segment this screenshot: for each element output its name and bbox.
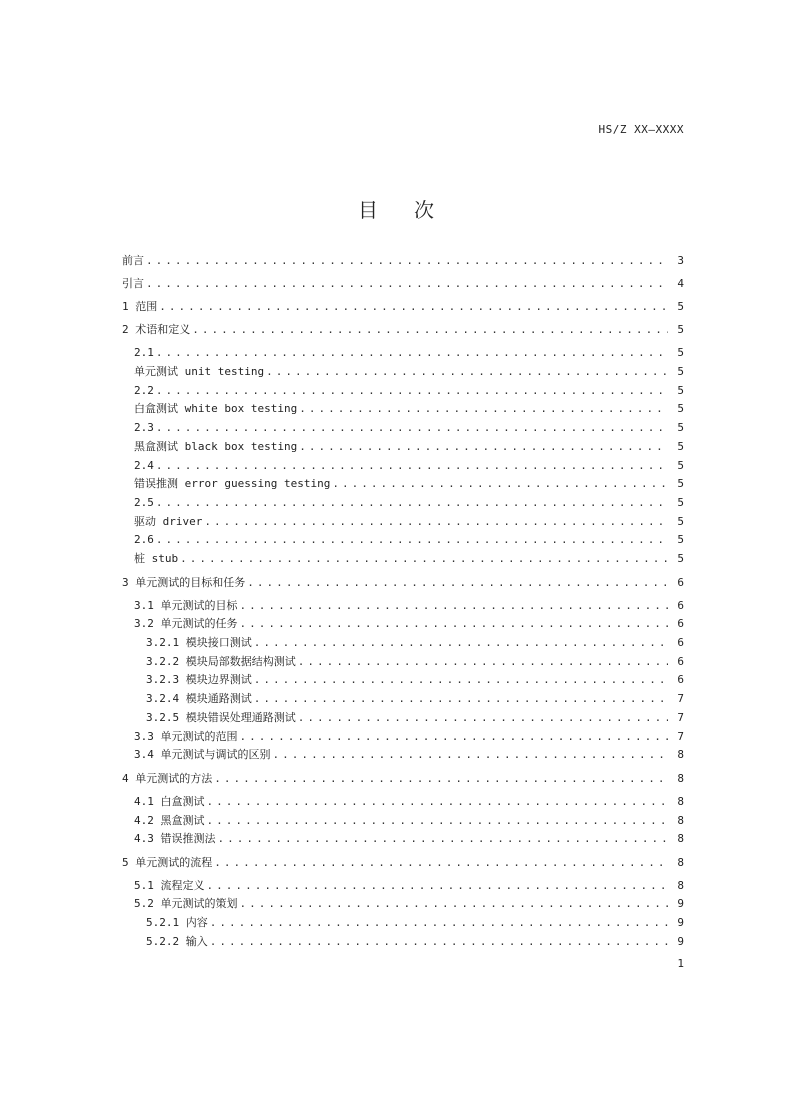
toc-entry-page: 8	[677, 772, 684, 785]
toc-entry[interactable]	[122, 653, 684, 671]
toc-leader	[240, 728, 669, 746]
toc-entry-page: 3	[677, 254, 684, 267]
toc-entry-label: 驱动 driver	[134, 515, 203, 528]
toc-entry[interactable]	[122, 550, 684, 568]
toc-entry-page: 5	[677, 552, 684, 565]
toc-entry[interactable]	[122, 690, 684, 708]
toc-entry-label: 2.2	[134, 384, 154, 397]
page-number: 1	[677, 957, 684, 970]
toc-leader	[254, 690, 668, 708]
toc-entry-page: 5	[677, 421, 684, 434]
toc-leader	[214, 854, 668, 872]
toc-leader	[299, 400, 668, 418]
toc-entry-page: 8	[677, 795, 684, 808]
toc-leader	[218, 830, 669, 848]
toc-entry-page: 6	[677, 576, 684, 589]
toc-entry[interactable]	[122, 597, 684, 615]
toc-entry-label: 1 范围	[122, 300, 158, 313]
toc-leader	[146, 252, 668, 270]
toc-entry-page: 5	[677, 402, 684, 415]
toc-entry-label: 2.1	[134, 346, 154, 359]
toc-entry[interactable]	[122, 419, 684, 437]
toc-leader	[299, 438, 668, 456]
toc-leader	[240, 895, 669, 913]
toc-entry-label: 3 单元测试的目标和任务	[122, 576, 246, 589]
toc-entry-page: 8	[677, 856, 684, 869]
toc-entry-page: 9	[677, 916, 684, 929]
toc-entry-page: 5	[677, 459, 684, 472]
toc-entry-label: 3.2.4 模块通路测试	[146, 692, 252, 705]
toc-entry[interactable]	[122, 382, 684, 400]
toc-entry[interactable]	[122, 298, 684, 316]
toc-entry[interactable]	[122, 671, 684, 689]
toc-leader	[156, 419, 668, 437]
toc-entry-label: 5.1 流程定义	[134, 879, 205, 892]
toc-entry[interactable]	[122, 770, 684, 788]
toc-entry[interactable]	[122, 574, 684, 592]
toc-leader	[207, 793, 669, 811]
toc-entry[interactable]	[122, 709, 684, 727]
toc-leader	[247, 574, 668, 592]
toc-entry-label: 5 单元测试的流程	[122, 856, 213, 869]
toc-leader	[266, 363, 668, 381]
toc-entry[interactable]	[122, 746, 684, 764]
document-code: HS/Z XX—XXXX	[598, 123, 684, 136]
toc-title-char-2: 次	[414, 198, 434, 222]
toc-entry-page: 5	[677, 496, 684, 509]
toc-entry-label: 前言	[122, 254, 144, 267]
toc-leader	[207, 812, 669, 830]
toc-entry[interactable]	[122, 933, 684, 951]
toc-leader	[210, 933, 668, 951]
toc-entry-page: 9	[677, 935, 684, 948]
toc-leader	[240, 615, 669, 633]
toc-entry-label: 5.2 单元测试的策划	[134, 897, 238, 910]
toc-leader	[332, 475, 668, 493]
toc-entry-page: 5	[677, 323, 684, 336]
toc-title	[0, 194, 792, 223]
toc-entry[interactable]	[122, 854, 684, 872]
toc-entry-label: 4.2 黑盒测试	[134, 814, 205, 827]
toc-entry[interactable]	[122, 363, 684, 381]
toc-entry-label: 3.1 单元测试的目标	[134, 599, 238, 612]
toc-entry[interactable]	[122, 877, 684, 895]
toc-leader	[254, 671, 668, 689]
toc-entry-label: 4.1 白盒测试	[134, 795, 205, 808]
toc-leader	[156, 344, 668, 362]
toc-entry-page: 5	[677, 300, 684, 313]
toc-entry[interactable]	[122, 793, 684, 811]
toc-entry-label: 3.4 单元测试与调试的区别	[134, 748, 271, 761]
toc-entry-page: 8	[677, 879, 684, 892]
toc-entry[interactable]	[122, 513, 684, 531]
toc-entry-page: 5	[677, 346, 684, 359]
toc-entry[interactable]	[122, 830, 684, 848]
toc-entry-page: 4	[677, 277, 684, 290]
toc-entry-label: 2.3	[134, 421, 154, 434]
toc-leader	[210, 914, 668, 932]
toc-entry-label: 3.2 单元测试的任务	[134, 617, 238, 630]
toc-entry-page: 5	[677, 515, 684, 528]
toc-entry[interactable]	[122, 615, 684, 633]
toc-entry-label: 引言	[122, 277, 144, 290]
toc-entry-page: 5	[677, 440, 684, 453]
toc-entry-label: 3.2.1 模块接口测试	[146, 636, 252, 649]
toc-leader	[156, 382, 668, 400]
toc-entry[interactable]	[122, 494, 684, 512]
toc-entry[interactable]	[122, 275, 684, 293]
toc-leader	[207, 877, 669, 895]
toc-leader	[254, 634, 668, 652]
toc-entry-label: 5.2.1 内容	[146, 916, 208, 929]
toc-leader	[204, 513, 668, 531]
toc-title-char-1: 目	[358, 198, 378, 222]
toc-entry-page: 6	[677, 673, 684, 686]
toc-entry[interactable]	[122, 895, 684, 913]
toc-entry-label: 3.2.2 模块局部数据结构测试	[146, 655, 296, 668]
toc-leader	[273, 746, 669, 764]
toc-entry-page: 5	[677, 384, 684, 397]
toc-entry[interactable]	[122, 321, 684, 339]
toc-entry-page: 6	[677, 617, 684, 630]
toc-entry-label: 3.2.5 模块错误处理通路测试	[146, 711, 296, 724]
toc-entry[interactable]	[122, 812, 684, 830]
toc-entry-page: 7	[677, 730, 684, 743]
toc-leader	[298, 709, 668, 727]
toc-leader	[298, 653, 668, 671]
toc-entry-page: 7	[677, 711, 684, 724]
toc-entry[interactable]	[122, 728, 684, 746]
toc-leader	[180, 550, 668, 568]
toc-entry-page: 8	[677, 832, 684, 845]
toc-entry-label: 2.4	[134, 459, 154, 472]
toc-entry-label: 黑盒测试 black box testing	[134, 440, 298, 453]
toc-entry-label: 4.3 错误推测法	[134, 832, 216, 845]
toc-entry-label: 3.3 单元测试的范围	[134, 730, 238, 743]
toc-entry-label: 5.2.2 输入	[146, 935, 208, 948]
toc-entry[interactable]	[122, 914, 684, 932]
toc-entry-page: 6	[677, 636, 684, 649]
toc-entry[interactable]	[122, 438, 684, 456]
toc-leader	[156, 457, 668, 475]
toc-entry[interactable]	[122, 634, 684, 652]
toc-entry-page: 6	[677, 599, 684, 612]
toc-entry[interactable]	[122, 457, 684, 475]
toc-entry-page: 5	[677, 533, 684, 546]
toc-entry[interactable]	[122, 475, 684, 493]
toc-leader	[240, 597, 669, 615]
toc-leader	[192, 321, 668, 339]
toc-entry-label: 白盒测试 white box testing	[134, 402, 298, 415]
toc-leader	[214, 770, 668, 788]
toc-entry-page: 8	[677, 814, 684, 827]
toc-entry-page: 8	[677, 748, 684, 761]
toc-entry-page: 5	[677, 477, 684, 490]
toc-entry[interactable]	[122, 531, 684, 549]
toc-leader	[156, 531, 668, 549]
toc-leader	[159, 298, 668, 316]
toc-entry-label: 2 术语和定义	[122, 323, 191, 336]
toc-leader	[156, 494, 668, 512]
toc-entry-label: 单元测试 unit testing	[134, 365, 265, 378]
toc-entry-page: 7	[677, 692, 684, 705]
toc-entry-page: 6	[677, 655, 684, 668]
toc-entry-label: 2.5	[134, 496, 154, 509]
toc-entry-label: 错误推测 error guessing testing	[134, 477, 331, 490]
toc-entry-page: 9	[677, 897, 684, 910]
toc-entry-label: 2.6	[134, 533, 154, 546]
toc-entry[interactable]	[122, 344, 684, 362]
toc-entry-label: 3.2.3 模块边界测试	[146, 673, 252, 686]
toc-leader	[146, 275, 668, 293]
toc-entry-label: 4 单元测试的方法	[122, 772, 213, 785]
toc-entry-label: 桩 stub	[134, 552, 179, 565]
toc-entry[interactable]	[122, 400, 684, 418]
toc-entry-page: 5	[677, 365, 684, 378]
toc-entry[interactable]	[122, 252, 684, 270]
